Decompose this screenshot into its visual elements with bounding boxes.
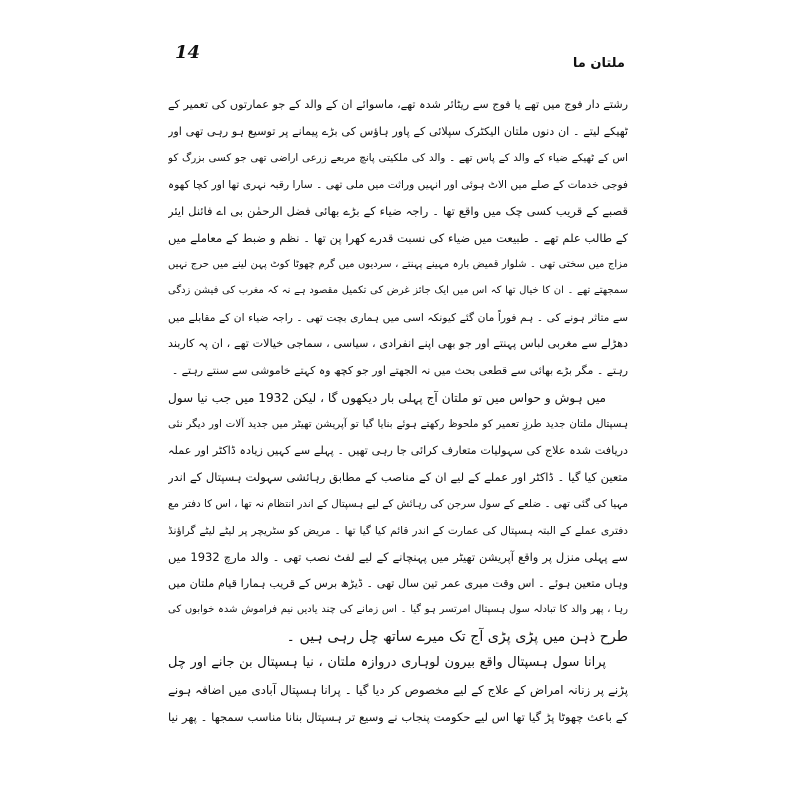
text-line: رشتے دار فوج میں تھے یا فوج سے ریٹائر شدہ تھے، ماسوائے ان کے والد کے جو عمارتوں کی تعمیر کے [168,98,628,111]
text-line: اس کے ٹھیکے ضیاء کے والد کے پاس تھے ۔ والد کی ملکیتی پانچ مربعے زرعی اراضی تھی جو کسی بزرگ کو [168,152,628,165]
text-line: میں ہوش و حواس میں تو ملتان آج پہلی بار دیکھوں گا ، لیکن 1932 میں جب نیا سول [168,390,606,405]
text-line: دریافت شدہ علاج کی سہولیات متعارف کرائی جا رہی تھیں ۔ پہلے سے کہیں زیادہ ڈاکٹر اور عملہ [168,443,628,457]
text-line: رہتے ۔ مگر بڑے بھائی سے قطعی بحث میں نہ الجھتے اور جو کچھ وہ کہتے خاموشی سے سنتے رہتے ۔ [171,363,628,377]
text-line: متعین کیا گیا ۔ ڈاکٹر اور عملے کے لیے ان کے مناصب کے مطابق رہائشی سہولت ہسپتال کے اندر [168,470,628,485]
text-line: وہاں متعین ہوئے ۔ اس وقت میری عمر تین سال تھی ۔ ڈیڑھ برس کے قریب ہمارا قیام ملتان میں [168,576,628,590]
text-line: سے پہلی منزل پر واقع آپریشن تھیٹر میں پہنچانے کے لیے لفٹ نصب تھی ۔ والد مارچ 1932 میں [168,550,628,565]
text-line: سمجھتے تھے ۔ ان کا خیال تھا کہ اس میں ایک جائز غرض کی تکمیل مقصود ہے نہ کہ مغرب کی فیشن زدگی [168,285,628,297]
text-line: مہیا کی گئی تھی ۔ ضلعے کے سول سرجن کی رہائش کے لیے ہسپتال کے اندر انتظام نہ تھا ، اس کا دفتر مع [168,497,628,510]
text-line: کے باعث چھوٹا پڑ گیا تھا اس لیے حکومت پنجاب نے وسیع تر ہسپتال بنانا مناسب سمجھا ۔ پھر نیا [168,709,628,724]
text-line: رہا ، پھر والد کا تبادلہ سول ہسپتال امرتسر ہو گیا ۔ اس زمانے کی چند یادیں نیم فراموش شدہ خوابوں کی [168,604,628,616]
text-line: فوجی خدمات کے صلے میں الاٹ ہوئی اور انہیں وراثت میں ملی تھی ۔ سارا رقبہ نہری تھا اور کچا کھوہ [168,178,628,191]
text-line: قصبے کے قریب کسی چک میں واقع تھا ۔ راجہ ضیاء کے بڑے بھائی فضل الرحمٰن بی اے فائنل ایئر [168,204,628,219]
running-head: ملتان ما [572,56,625,71]
text-line: کے طالب علم تھے ۔ طبیعت میں ضیاء کی نسبت قدرے کھرا پن تھا ۔ نظم و ضبط کے معاملے میں [168,230,628,245]
page-number: 14 [175,42,201,63]
text-line: طرح ذہن میں پڑی پڑی آج تک میرے ساتھ چل رہی ہیں ۔ [286,628,628,645]
text-line: دفتری عملے کے البتہ ہسپتال کی عمارت کے اندر قائم کیا گیا تھا ۔ مریض کو سٹریچر پر لیٹے لیٹے گراؤنڈ [168,524,628,537]
text-line: مزاج میں سختی تھی ۔ شلوار قمیض بارہ مہینے پہنتے ، سردیوں میں گرم چھوٹا کوٹ پہن لینے میں حرج نہیں [168,258,628,270]
text-line: سے متاثر ہونے کی ۔ ہم فوراً مان گئے کیونکہ اسی میں ہماری بچت تھی ۔ راجہ ضیاء ان کے مقابلے میں [168,311,628,324]
text-line: ٹھیکے لیتے ۔ ان دنوں ملتان الیکٹرک سپلائی کے پاور ہاؤس کی بڑے پیمانے پر توسیع ہو رہی تھی اور [168,124,628,138]
text-line: ہسپتال ملتان جدید طرزِ تعمیر کو ملحوظ رکھتے ہوئے بنایا گیا تو آپریشن تھیٹر میں جدید آلات اور دیگر نئی [168,418,628,431]
text-line: دھڑلے سے مغربی لباس پہنتے اور جو بھی اپنے انفرادی ، سیاسی ، سماجی خیالات تھے ، ان پہ کاربند [168,337,628,351]
text-line: پڑنے پر زنانہ امراض کے علاج کے لیے مخصوص کر دیا گیا ۔ پرانا ہسپتال آبادی میں اضافہ ہونے [168,683,628,698]
text-line: پرانا سول ہسپتال واقع بیرون لوہاری دروازہ ملتان ، نیا ہسپتال بن جانے اور چل [168,655,606,671]
body-text [168,92,628,730]
